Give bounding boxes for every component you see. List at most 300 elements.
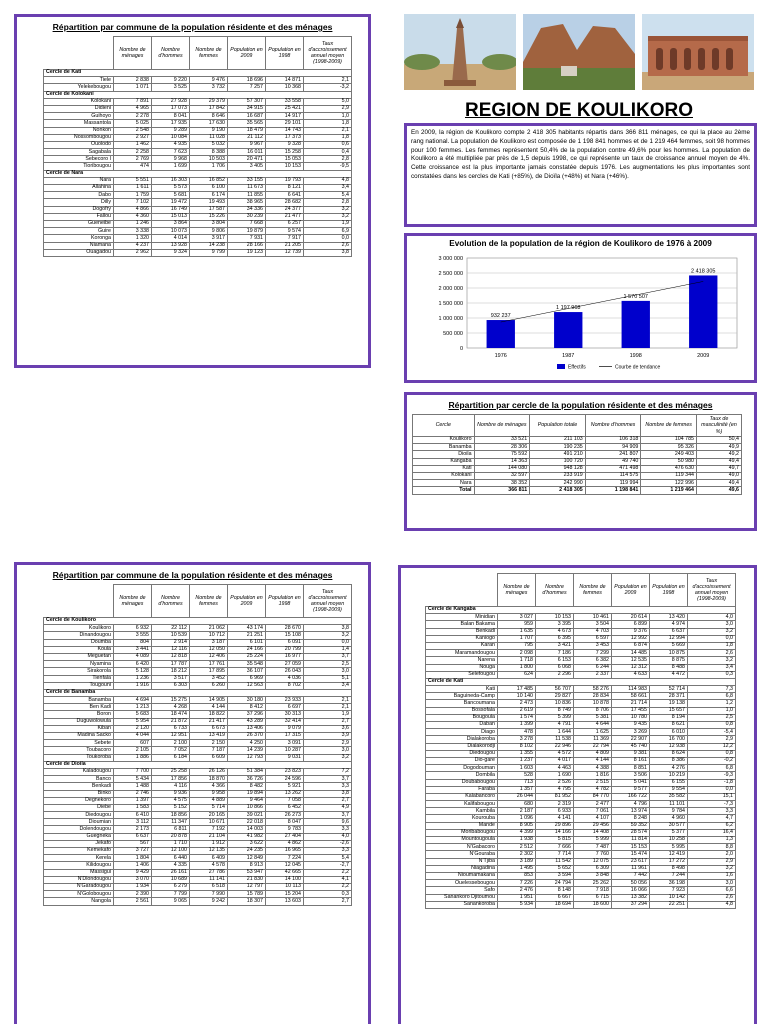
cell-value: 6 303 [152,682,190,689]
cell-value: 2 619 [498,707,536,714]
cell-value: 29 456 [574,822,612,829]
cell-value: 6 153 [536,657,574,664]
cell-value: 10 461 [574,614,612,621]
column-header: Population en 2009 [228,585,266,618]
cell-value: 19 894 [228,790,266,797]
table-row [44,98,352,105]
table-row [426,700,736,707]
cell-value: 18 696 [228,77,266,84]
cell-value: 6 673 [190,725,228,732]
cell-value: 2 098 [498,650,536,657]
cell-value: 7 931 [228,235,266,242]
cell-value: 5 999 [574,837,612,844]
cell-value: 1 611 [114,185,152,192]
y-tick-label: 2 000 000 [438,286,463,292]
table-row [44,768,352,775]
table-row [426,801,736,808]
cell-value: 5 377 [650,829,688,836]
cell-value: 144 080 [474,465,530,472]
row-label: Kaladougou [44,768,114,775]
cell-value: 4 116 [152,783,190,790]
cell-value: 6 667 [536,894,574,901]
row-label: Kangaba [413,458,475,465]
table-row [44,855,352,862]
monument-tower-photo [404,14,516,90]
cell-value: 3,7 [304,776,352,783]
cell-value: 16 852 [190,177,228,184]
cell-value: 5 152 [152,804,190,811]
cell-value: 17 856 [152,776,190,783]
cell-value: 8 706 [574,707,612,714]
cell-value: 119 344 [641,472,697,479]
cell-value: 25 258 [152,768,190,775]
cell-value: 3 070 [114,876,152,883]
cell-value: 9 783 [266,826,304,833]
cell-value: 4 141 [536,815,574,822]
cell-value: 2,8 [304,199,352,206]
cell-value: 49,4 [696,480,741,487]
row-label: Kerela [44,855,114,862]
row-label: Banamba [44,697,114,704]
cell-value: 1 804 [114,855,152,862]
cell-value: 3 594 [536,872,574,879]
cell-value: 10 287 [266,747,304,754]
table-row [44,213,352,220]
y-tick-label: 1 500 000 [438,301,463,307]
cell-value: 2 100 [152,740,190,747]
row-label: Dinandougou [44,632,114,639]
cercle-table-panel [404,392,757,531]
column-header: Nombre de ménages [114,585,152,618]
cell-value: 21 104 [190,833,228,840]
cell-value: 1 690 [536,772,574,779]
cell-value: 81 952 [536,793,574,800]
cell-value: 58 276 [574,686,612,693]
cell-value: 3 338 [114,228,152,235]
cell-value: 1 938 [498,837,536,844]
cell-value: 6 697 [266,704,304,711]
table-row [413,465,742,472]
cell-value: 26 370 [228,733,266,740]
cell-value: 28 834 [574,693,612,700]
row-label: Didieni [44,105,114,112]
cell-value: 15 226 [190,213,228,220]
cell-value: 4,1 [304,876,352,883]
commune-table-1 [43,36,352,257]
table-row [426,621,736,628]
cell-value: 8 248 [612,815,650,822]
cell-value: 94 909 [585,444,641,451]
cell-value: 32 414 [266,718,304,725]
cell-value: 11 141 [190,876,228,883]
cell-value: 15 275 [152,697,190,704]
row-label: Kati [413,465,475,472]
cell-value: 1,0 [688,707,736,714]
cell-value: 6 174 [190,192,228,199]
cell-value: 6 068 [536,664,574,671]
row-label: Kambila [426,808,498,815]
cell-value: 4 472 [650,671,688,678]
cell-value: 4 268 [152,704,190,711]
section-label: Cercle de Nara [44,170,352,177]
cell-value: 14 166 [536,829,574,836]
cell-value: 16 700 [650,736,688,743]
table-row [44,682,352,689]
table3-title: Répartition par commune de la population résidente et des ménages [52,570,333,580]
cell-value: 12 535 [612,657,650,664]
cell-value: 33 558 [266,98,304,105]
row-label: Minidian [426,614,498,621]
cell-value: 13 603 [266,898,304,905]
cell-value: 7 700 [114,768,152,775]
cell-value: 7 187 [190,747,228,754]
section-header-row [44,70,352,77]
cell-value: 1 912 [190,840,228,847]
row-label: Ouagadou [44,249,114,256]
cell-value: 4 036 [266,675,304,682]
cell-value: 5 652 [536,865,574,872]
cell-value: 3,7 [304,812,352,819]
cell-value: 114 983 [612,686,650,693]
table-row [426,686,736,693]
cell-value: 104 785 [641,437,697,444]
cell-value: 23 823 [266,768,304,775]
cell-value: 4 796 [612,801,650,808]
cell-value: 6 279 [152,883,190,890]
column-header: Nombre d'hommes [585,415,641,437]
cell-value: 9 376 [612,628,650,635]
cell-value: 5 128 [114,668,152,675]
cell-value: 2 962 [114,249,152,256]
cell-value: 1 583 [114,804,152,811]
table-row [44,77,352,84]
cell-value: 478 [498,729,536,736]
cell-value: 29 827 [536,693,574,700]
table-row [44,876,352,883]
cell-value: 1,6 [688,872,736,879]
row-label: Mountougoula [426,837,498,844]
cell-value: 4 809 [574,750,612,757]
table-row [426,693,736,700]
table-row [426,657,736,664]
bar-1998 [622,301,650,348]
cell-value: 0,3 [688,671,736,678]
cell-value: 49,6 [696,487,741,494]
cell-value: 19 123 [228,249,266,256]
cell-value: 4 578 [190,862,228,869]
cell-value: -1,8 [688,779,736,786]
cell-value: -2,6 [304,840,352,847]
cell-value: 6 382 [574,657,612,664]
cell-value: 5 032 [190,141,228,148]
cell-value: 11 101 [650,801,688,808]
column-header: Population en 1998 [266,37,304,70]
cell-value: 804 [114,639,152,646]
cell-value: 5 551 [114,177,152,184]
cell-value: 14 917 [266,113,304,120]
cell-value: 16 749 [152,206,190,213]
cell-value: 12 135 [190,848,228,855]
cell-value: 41 982 [228,833,266,840]
row-label: Kemekafo [44,848,114,855]
table-row [44,733,352,740]
cell-value: 19 493 [190,199,228,206]
table-row [44,711,352,718]
cell-value: 14 743 [266,127,304,134]
column-header: Taux d'accroissement annuel moyen (1998-2009) [688,574,736,607]
cell-value: 1 236 [114,675,152,682]
row-label: Guegneka [44,833,114,840]
cell-value: 17 895 [190,668,228,675]
cell-value: 8 913 [228,862,266,869]
table-row [426,642,736,649]
cell-value: 9 967 [228,141,266,148]
cell-value: 20 799 [266,646,304,653]
cell-value: 18 694 [536,901,574,908]
table-row [426,880,736,887]
cell-value: 22 251 [650,901,688,908]
cercle-table [412,414,742,495]
table-header-row [413,415,742,437]
cell-value: 2,5 [304,661,352,668]
cell-value: 3,6 [304,725,352,732]
row-label: Boron [44,711,114,718]
cell-value: 5 041 [612,779,650,786]
population-chart [407,248,754,376]
row-label: Nonkon [44,127,114,134]
cell-value: 4 960 [650,815,688,822]
cell-value: 2 390 [114,891,152,898]
cell-value: 3,3 [304,848,352,855]
cell-value: 6 260 [190,682,228,689]
cell-value: 25 224 [228,653,266,660]
cell-value: 52 714 [650,686,688,693]
column-header: Nombre de ménages [114,37,152,70]
cell-value: 18 600 [574,901,612,908]
cell-value: 6 155 [650,779,688,786]
cell-value: 2 526 [536,779,574,786]
cell-value: 3,8 [304,249,352,256]
cell-value: 15 108 [266,632,304,639]
cell-value: 3,4 [304,682,352,689]
cell-value: 3,0 [688,621,736,628]
column-header: Nombre d'hommes [536,574,574,607]
table-row [413,451,742,458]
cell-value: 26 043 [266,668,304,675]
cell-value: 9 464 [228,797,266,804]
table-row [44,206,352,213]
y-tick-label: 3 000 000 [438,256,463,262]
cell-value: 10 219 [650,772,688,779]
table-row [44,120,352,127]
cell-value: -3,2 [304,84,352,91]
cell-value: 17 315 [266,733,304,740]
cell-value: 713 [498,779,536,786]
cell-value: 15 013 [152,213,190,220]
cell-value: 1 320 [114,235,152,242]
cell-value: 3,2 [304,206,352,213]
cell-value: 5 381 [574,714,612,721]
table-row [426,772,736,779]
cell-value: 2 302 [498,851,536,858]
cell-value: 33 521 [474,437,530,444]
row-label: Kalifabougou [426,801,498,808]
cell-value: 8 121 [266,185,304,192]
cell-value: 1,3 [688,837,736,844]
cell-value: 4 782 [574,786,612,793]
row-label: Sirakorola [44,668,114,675]
cell-value: 37 296 [228,711,266,718]
table-row [44,220,352,227]
cell-value: 3 452 [190,675,228,682]
row-label: Daban [426,722,498,729]
cell-value: 33 155 [228,177,266,184]
cell-value: 1 071 [114,84,152,91]
row-label: Bougoula [426,714,498,721]
cell-value: 9 435 [612,722,650,729]
cell-value: 14 871 [266,77,304,84]
cell-value: 17 587 [190,206,228,213]
cell-value: 18 307 [228,898,266,905]
cell-value: 3 189 [498,858,536,865]
cell-value: 3 864 [152,220,190,227]
cell-value: 11 673 [228,185,266,192]
table-row [44,156,352,163]
table-row [413,487,742,494]
x-tick-label: 1998 [629,353,642,359]
cell-value: 122 996 [641,480,697,487]
cell-value: 8 412 [228,704,266,711]
cell-value: 2,1 [304,127,352,134]
cell-value: 57 307 [228,98,266,105]
column-header: Nombre de ménages [498,574,536,607]
table-row [44,740,352,747]
cell-value: 15 789 [228,891,266,898]
row-label: Nara [44,177,114,184]
cell-value: 8 646 [190,113,228,120]
table-row [44,105,352,112]
cell-value: 14 485 [612,650,650,657]
row-label: Kolokani [413,472,475,479]
cell-value: 13 420 [650,614,688,621]
cell-value: 6 518 [190,883,228,890]
cell-value: 15 204 [266,891,304,898]
cell-value: 12 050 [190,646,228,653]
cell-value: 2 927 [114,134,152,141]
row-label: Madina Sacko [44,733,114,740]
cell-value: 6 309 [574,865,612,872]
column-header [44,37,114,70]
cell-value: 27 059 [266,661,304,668]
cell-value: 7 668 [228,220,266,227]
row-label: Dioumian [44,819,114,826]
commune-table-3 [43,584,352,906]
cell-value: 26 126 [190,768,228,775]
cell-value: 22 794 [574,743,612,750]
row-label: Diedougou [426,750,498,757]
cell-value: 2 477 [574,801,612,808]
cell-value: 10 368 [266,84,304,91]
table-row [413,472,742,479]
table-row [426,671,736,678]
cell-value: 3 732 [190,84,228,91]
cell-value: 0,6 [304,141,352,148]
table-row [44,632,352,639]
cell-value: 6,8 [688,693,736,700]
cell-value: 14 003 [228,826,266,833]
cell-value: 2,8 [304,156,352,163]
row-label: Kati [426,686,498,693]
row-label: Koulikoro [413,437,475,444]
cell-value: 6 101 [228,639,266,646]
cell-value: 3 091 [266,740,304,747]
table-row [426,901,736,908]
column-header: Nombre d'hommes [152,37,190,70]
cell-value: 15 657 [650,707,688,714]
cell-value: 10 689 [152,876,190,883]
cell-value: 1 213 [114,704,152,711]
row-label: Sagabala [44,149,114,156]
cell-value: 3 112 [114,819,152,826]
cell-value: 12 100 [152,848,190,855]
row-label: Bancoumana [426,700,498,707]
cell-value: 471 498 [585,465,641,472]
bar-2009 [689,275,717,348]
cell-value: 45 740 [612,743,650,750]
cell-value: 6,8 [688,765,736,772]
cell-value: 2,2 [304,869,352,876]
cell-value: -9,5 [304,163,352,170]
cell-value: 17 455 [612,707,650,714]
cell-value: 3 804 [190,220,228,227]
column-header: Taux d'accroissement annuel moyen (1998-2009) [304,37,352,70]
cell-value: 9 936 [152,790,190,797]
cell-value: 14 363 [474,458,530,465]
cell-value: 9 577 [612,786,650,793]
cell-value: 58 661 [612,693,650,700]
cell-value: 1 706 [190,163,228,170]
cell-value: 0,3 [304,891,352,898]
row-label: Niagadina [426,865,498,872]
cell-value: 166 722 [612,793,650,800]
cell-value: 2 173 [114,826,152,833]
cell-value: 23 617 [612,858,650,865]
cell-value: 476 630 [641,465,697,472]
cell-value: 28 670 [266,625,304,632]
cell-value: 4 399 [498,829,536,836]
cell-value: 3,3 [688,808,736,815]
cell-value: 1 635 [498,628,536,635]
cell-value: 2 548 [114,127,152,134]
table-row [426,837,736,844]
cell-value: 7 226 [498,880,536,887]
table-row [44,725,352,732]
table2-title: Répartition par cercle de la population résidente et des ménages [448,400,713,410]
cell-value: 10 712 [190,632,228,639]
cell-value: 18 474 [152,711,190,718]
cell-value: 242 990 [530,480,586,487]
cell-value: 9,6 [304,819,352,826]
cell-value: 8 194 [650,714,688,721]
cell-value: 2 418 305 [530,487,586,494]
section-label: Cercle de Dioila [44,761,352,768]
cell-value: 27 928 [152,98,190,105]
cell-value: 18 856 [152,812,190,819]
cell-value: 1 603 [498,765,536,772]
cell-value: 4 089 [114,653,152,660]
cell-value: 948 128 [530,465,586,472]
row-label: Ben Kadi [44,704,114,711]
